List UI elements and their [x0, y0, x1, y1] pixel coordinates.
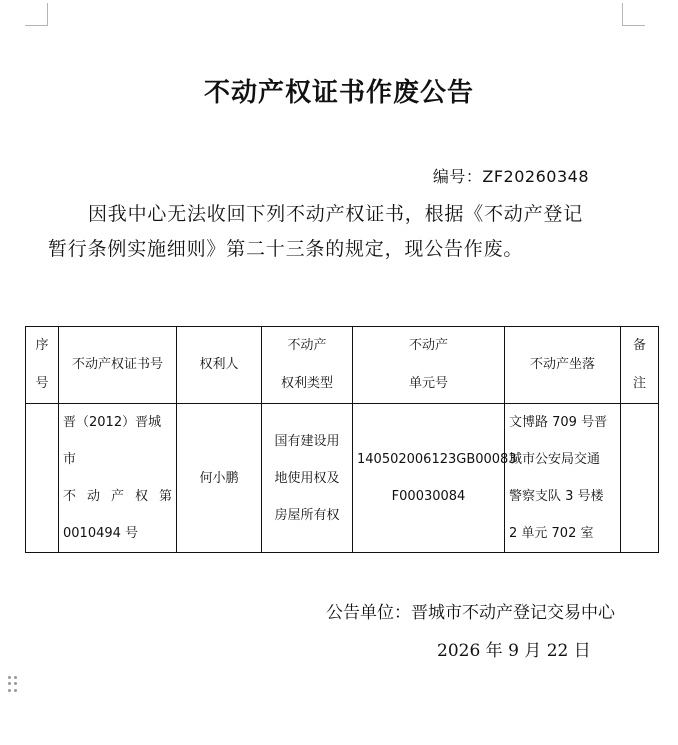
page-title: 不动产权证书作废公告	[203, 78, 474, 108]
cell-unit-no	[353, 404, 517, 553]
table-header-row	[26, 327, 659, 404]
header-right-type-line-2: 权利类型	[280, 376, 333, 391]
location-line-3: 警察支队 3 号楼	[509, 489, 604, 504]
unit-no-line-2: F00030084	[391, 489, 466, 504]
right-type-line-2: 地使用权及	[274, 470, 340, 486]
cell-cert-no	[59, 404, 177, 553]
header-seq-line-1: 序	[35, 338, 49, 353]
header-holder: 权利人	[177, 327, 262, 404]
cell-right-type	[262, 404, 353, 553]
drag-handle-icon[interactable]	[8, 676, 18, 692]
page-corner-mark-top-right	[622, 3, 645, 26]
header-remark-line-1: 备	[632, 338, 646, 353]
header-unit-no-line-2: 单元号	[408, 376, 448, 391]
header-right-type-line-1: 不动产	[287, 338, 327, 353]
header-remark-line-2: 注	[632, 376, 646, 391]
page-corner-mark-top-left	[25, 3, 48, 26]
paragraph-line-2: 暂行条例实施细则》第二十三条的规定，现公告作废。	[48, 238, 524, 260]
header-cert-no: 不动产权证书号	[59, 327, 177, 404]
document-number: 编号：ZF20260348	[432, 167, 589, 186]
header-location: 不动产坐落	[505, 327, 621, 404]
header-seq-line-2: 号	[35, 376, 49, 391]
cell-holder: 何小鹏	[177, 404, 262, 553]
header-unit-no	[353, 327, 505, 404]
cell-remark	[621, 404, 659, 553]
announcement-date: 2026 年 9 月 22 日	[437, 641, 591, 661]
right-type-line-1: 国有建设用	[274, 433, 340, 449]
header-unit-no-line-1: 不动产	[408, 338, 448, 353]
table-row	[26, 404, 659, 553]
header-remark	[621, 327, 659, 404]
paragraph-line-1-text: 因我中心无法收回下列不动产权证书，根据《不动产登记	[88, 203, 584, 225]
header-right-type	[262, 327, 353, 404]
location-line-1: 文博路 709 号晋	[509, 415, 608, 430]
cert-no-line-2: 不 动 产 权 第	[63, 489, 172, 504]
cell-seq	[26, 404, 59, 553]
cert-no-line-1: 晋（2012）晋城市	[63, 415, 162, 467]
certificate-table	[25, 326, 659, 553]
cell-location	[505, 404, 621, 553]
paragraph-line-1	[48, 197, 628, 232]
location-line-4: 2 单元 702 室	[509, 526, 594, 541]
announcement-paragraph	[48, 197, 628, 267]
right-type-line-3: 房屋所有权	[274, 507, 340, 523]
announcing-organization: 公告单位：晋城市不动产登记交易中心	[326, 603, 615, 623]
location-line-2: 城市公安局交通	[509, 452, 601, 467]
unit-no-line-1: 140502006123GB00083	[357, 452, 517, 467]
header-seq	[26, 327, 59, 404]
cert-no-line-3: 0010494 号	[63, 526, 139, 541]
